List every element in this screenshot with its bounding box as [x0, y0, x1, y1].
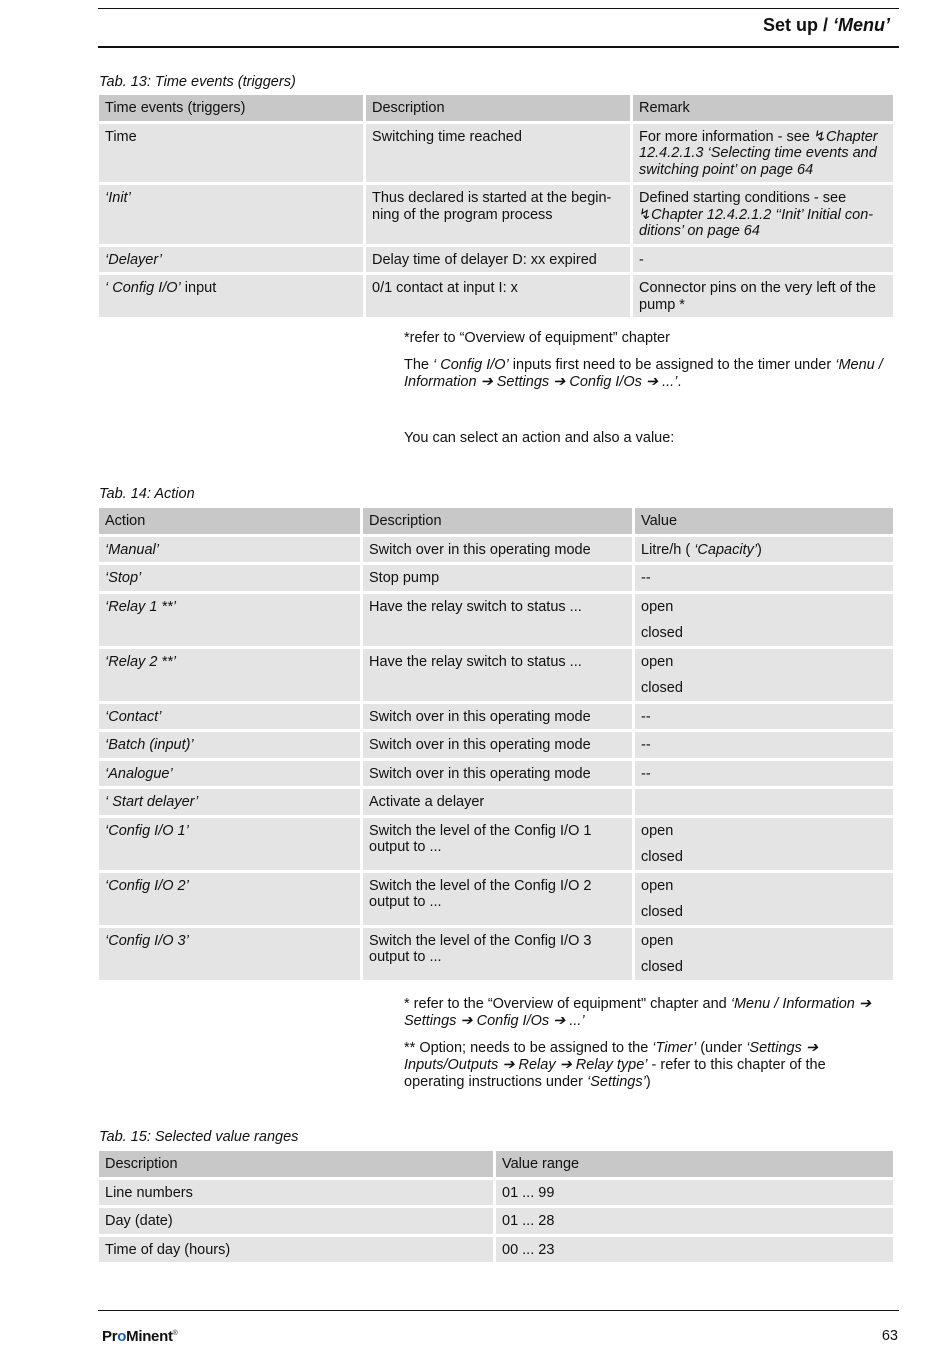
range-cell: 01 ... 99 [496, 1180, 893, 1206]
table-value-ranges [96, 1148, 896, 1265]
footnote-double-star: ** Option; needs to be assigned to the ‘Timer’ (under ‘Settings ➔ Inputs/Outputs ➔ Relay ➔ Relay type’ - refer to this chapter of the operating instructions under ‘Settings’) [404, 1040, 826, 1090]
description-cell: Switch over in this operating mode [363, 704, 632, 730]
column-header: Description [366, 95, 630, 121]
chapter-link[interactable]: Chapter 12.4.2.1.3 ‘Selecting time events and switching point’ on page 64 [639, 128, 878, 178]
value-cell [635, 789, 893, 815]
description-cell: Have the relay switch to status ... [363, 649, 632, 701]
remark-cell: Defined starting conditions - see ↯Chapter 12.4.2.1.2 ‘‘Init’ Initial con-ditions’ on page 64 [633, 185, 893, 244]
description-cell: Day (date) [99, 1208, 493, 1234]
table-header-row [99, 508, 893, 534]
table-header-row [99, 1151, 893, 1177]
table-row [99, 928, 893, 980]
action-cell: ‘Relay 1 **’ [99, 594, 360, 646]
action-cell: ‘Config I/O 2’ [99, 873, 360, 925]
config-io-note: The ‘ Config I/O’ inputs first need to be assigned to the timer under ‘Menu / Information ➔ Settings ➔ Config I/Os ➔ ...’. [404, 357, 883, 390]
table-header-row [99, 95, 893, 121]
value-cell: open closed [635, 873, 893, 925]
value-cell: -- [635, 732, 893, 758]
table-row [99, 594, 893, 646]
action-cell: ‘Batch (input)’ [99, 732, 360, 758]
table-row [99, 1237, 893, 1263]
value-cell: open closed [635, 818, 893, 870]
table-row [99, 704, 893, 730]
table-15-caption: Tab. 15: Selected value ranges [99, 1129, 299, 1145]
table-row [99, 649, 893, 701]
table-row [99, 1208, 893, 1234]
action-cell: ‘Config I/O 1’ [99, 818, 360, 870]
select-action-note: You can select an action and also a value: [404, 430, 675, 446]
header-bottom-rule [98, 46, 899, 48]
table-row [99, 185, 893, 244]
value-cell: -- [635, 704, 893, 730]
footnote-star: * refer to the “Overview of equipment" chapter and ‘Menu / Information ➔ Settings ➔ Config I/Os ➔ ...’ [404, 996, 872, 1029]
description-cell: Time of day (hours) [99, 1237, 493, 1263]
table-row [99, 732, 893, 758]
remark-cell: - [633, 247, 893, 273]
description-cell: Thus declared is started at the begin-ning of the program process [366, 185, 630, 244]
description-cell: Activate a delayer [363, 789, 632, 815]
action-cell: ‘Manual’ [99, 537, 360, 563]
action-cell: ‘Contact’ [99, 704, 360, 730]
table-row [99, 818, 893, 870]
action-cell: ‘Relay 2 **’ [99, 649, 360, 701]
table-row [99, 124, 893, 183]
event-cell: Time [99, 124, 363, 183]
description-cell: Switch over in this operating mode [363, 732, 632, 758]
chapter-link[interactable]: Chapter 12.4.2.1.2 ‘‘Init’ Initial con-ditions’ on page 64 [639, 206, 874, 239]
range-cell: 01 ... 28 [496, 1208, 893, 1234]
table-row [99, 761, 893, 787]
page-header-title: Set up / ‘Menu’ [762, 15, 890, 35]
description-cell: Switching time reached [366, 124, 630, 183]
description-cell: 0/1 contact at input I: x [366, 275, 630, 317]
description-cell: Switch over in this operating mode [363, 537, 632, 563]
column-header: Time events (triggers) [99, 95, 363, 121]
table-row [99, 873, 893, 925]
event-cell: ‘Delayer’ [99, 247, 363, 273]
column-header: Value range [496, 1151, 893, 1177]
remark-cell: For more information - see ↯Chapter 12.4.2.1.3 ‘Selecting time events and switching point’ on page 64 [633, 124, 893, 183]
page-number: 63 [881, 1328, 898, 1344]
column-header: Description [363, 508, 632, 534]
table-13-caption: Tab. 13: Time events (triggers) [99, 74, 296, 90]
table-row [99, 275, 893, 317]
description-cell: Have the relay switch to status ... [363, 594, 632, 646]
table-action [96, 505, 896, 983]
column-header: Description [99, 1151, 493, 1177]
table-14-caption: Tab. 14: Action [99, 486, 195, 502]
value-cell: Litre/h ( ‘Capacity’) [635, 537, 893, 563]
footer-rule [98, 1310, 899, 1311]
action-cell: ‘Analogue’ [99, 761, 360, 787]
description-cell: Switch the level of the Config I/O 3 output to ... [363, 928, 632, 980]
action-cell: ‘ Start delayer’ [99, 789, 360, 815]
table-row [99, 537, 893, 563]
action-cell: ‘Config I/O 3’ [99, 928, 360, 980]
prominent-logo: ProMinent® [102, 1328, 178, 1345]
event-cell: ‘ Config I/O’ input [99, 275, 363, 317]
footnote-refer: *refer to “Overview of equipment” chapter [404, 330, 670, 346]
table-row [99, 1180, 893, 1206]
value-cell: open closed [635, 928, 893, 980]
value-cell: -- [635, 761, 893, 787]
column-header: Remark [633, 95, 893, 121]
table-row [99, 789, 893, 815]
description-cell: Switch the level of the Config I/O 2 output to ... [363, 873, 632, 925]
description-cell: Stop pump [363, 565, 632, 591]
link-arrow-icon: ↯ [813, 128, 827, 145]
column-header: Value [635, 508, 893, 534]
description-cell: Switch over in this operating mode [363, 761, 632, 787]
action-cell: ‘Stop’ [99, 565, 360, 591]
description-cell: Line numbers [99, 1180, 493, 1206]
value-cell: open closed [635, 594, 893, 646]
range-cell: 00 ... 23 [496, 1237, 893, 1263]
value-cell: open closed [635, 649, 893, 701]
event-cell: ‘Init’ [99, 185, 363, 244]
header-top-rule [98, 8, 899, 9]
link-arrow-icon: ↯ [639, 206, 652, 223]
table-row [99, 247, 893, 273]
table-time-events [96, 92, 896, 320]
remark-cell: Connector pins on the very left of the pump * [633, 275, 893, 317]
description-cell: Switch the level of the Config I/O 1 output to ... [363, 818, 632, 870]
column-header: Action [99, 508, 360, 534]
table-row [99, 565, 893, 591]
value-cell: -- [635, 565, 893, 591]
description-cell: Delay time of delayer D: xx expired [366, 247, 630, 273]
